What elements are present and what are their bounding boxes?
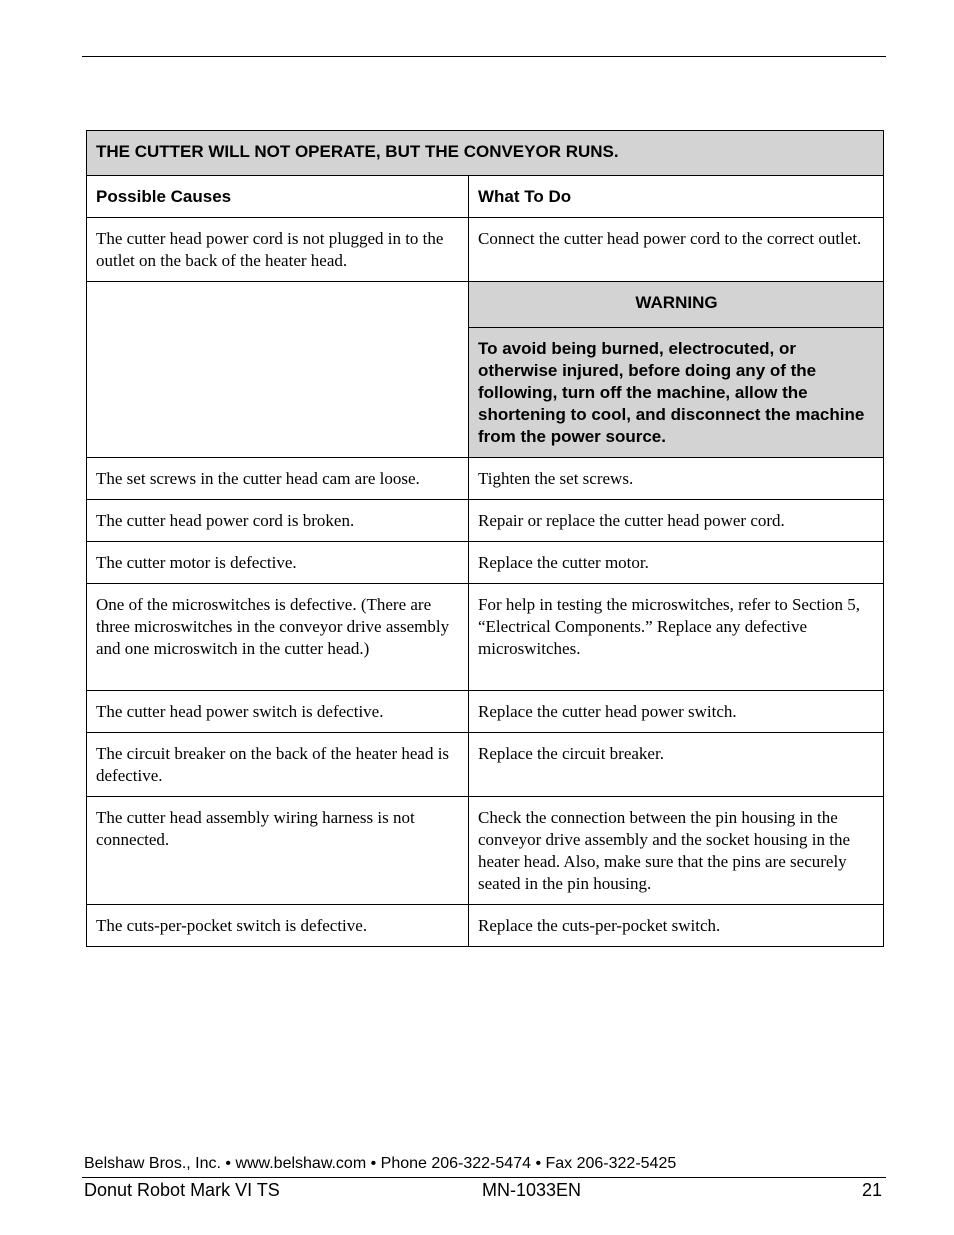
- document-number: MN-1033EN: [482, 1180, 582, 1200]
- section-title: THE CUTTER WILL NOT OPERATE, BUT THE CONVEYOR RUNS.: [87, 131, 884, 176]
- table-row: [87, 691, 884, 733]
- warning-title-row: [87, 282, 884, 328]
- table-row: [87, 500, 884, 542]
- cause-cell: The cutter head assembly wiring harness is not connected.: [87, 797, 469, 905]
- empty-cause-cell: [87, 282, 469, 458]
- table-row: [87, 584, 884, 691]
- header-row: [87, 176, 884, 218]
- warning-text: To avoid being burned, electrocuted, or otherwise injured, before doing any of the following, turn off the machine, allow the shortening to cool, and disconnect the machine from the power source.: [469, 328, 884, 458]
- action-cell: Check the connection between the pin housing in the conveyor drive assembly and the socket housing in the heater head. Also, make sure that the pins are securely seated in the pin housing.: [469, 797, 884, 905]
- table-row: [87, 542, 884, 584]
- footer: [84, 1180, 882, 1202]
- action-cell: Connect the cutter head power cord to the correct outlet.: [469, 218, 884, 282]
- table-row: [87, 733, 884, 797]
- cause-cell: The set screws in the cutter head cam are loose.: [87, 458, 469, 500]
- footer-rule: [82, 1177, 886, 1178]
- todo-header: What To Do: [469, 176, 884, 218]
- cause-cell: One of the microswitches is defective. (There are three microswitches in the conveyor drive assembly and one microswitch in the cutter head.): [87, 584, 469, 691]
- title-row: [87, 131, 884, 176]
- cause-cell: The circuit breaker on the back of the heater head is defective.: [87, 733, 469, 797]
- action-cell: Repair or replace the cutter head power cord.: [469, 500, 884, 542]
- action-cell: Replace the cutter motor.: [469, 542, 884, 584]
- action-cell: For help in testing the microswitches, refer to Section 5, “Electrical Components.” Replace any defective microswitches.: [469, 584, 884, 691]
- warning-title: WARNING: [469, 282, 884, 328]
- cause-cell: The cutter head power switch is defective.: [87, 691, 469, 733]
- cause-cell: The cuts-per-pocket switch is defective.: [87, 905, 469, 947]
- cause-cell: The cutter motor is defective.: [87, 542, 469, 584]
- troubleshooting-table: [86, 130, 884, 947]
- company-contact-line: Belshaw Bros., Inc. • www.belshaw.com • Phone 206-322-5474 • Fax 206-322-5425: [84, 1155, 677, 1172]
- action-cell: Tighten the set screws.: [469, 458, 884, 500]
- product-name: Donut Robot Mark VI TS: [84, 1180, 280, 1200]
- table-row: [87, 218, 884, 282]
- action-cell: Replace the circuit breaker.: [469, 733, 884, 797]
- table-row: [87, 797, 884, 905]
- table-row: [87, 905, 884, 947]
- header-rule: [82, 56, 886, 57]
- page-number: 21: [861, 1180, 882, 1200]
- causes-header: Possible Causes: [87, 176, 469, 218]
- action-cell: Replace the cuts-per-pocket switch.: [469, 905, 884, 947]
- cause-cell: The cutter head power cord is not plugged in to the outlet on the back of the heater head.: [87, 218, 469, 282]
- action-cell: Replace the cutter head power switch.: [469, 691, 884, 733]
- cause-cell: The cutter head power cord is broken.: [87, 500, 469, 542]
- table-row: [87, 458, 884, 500]
